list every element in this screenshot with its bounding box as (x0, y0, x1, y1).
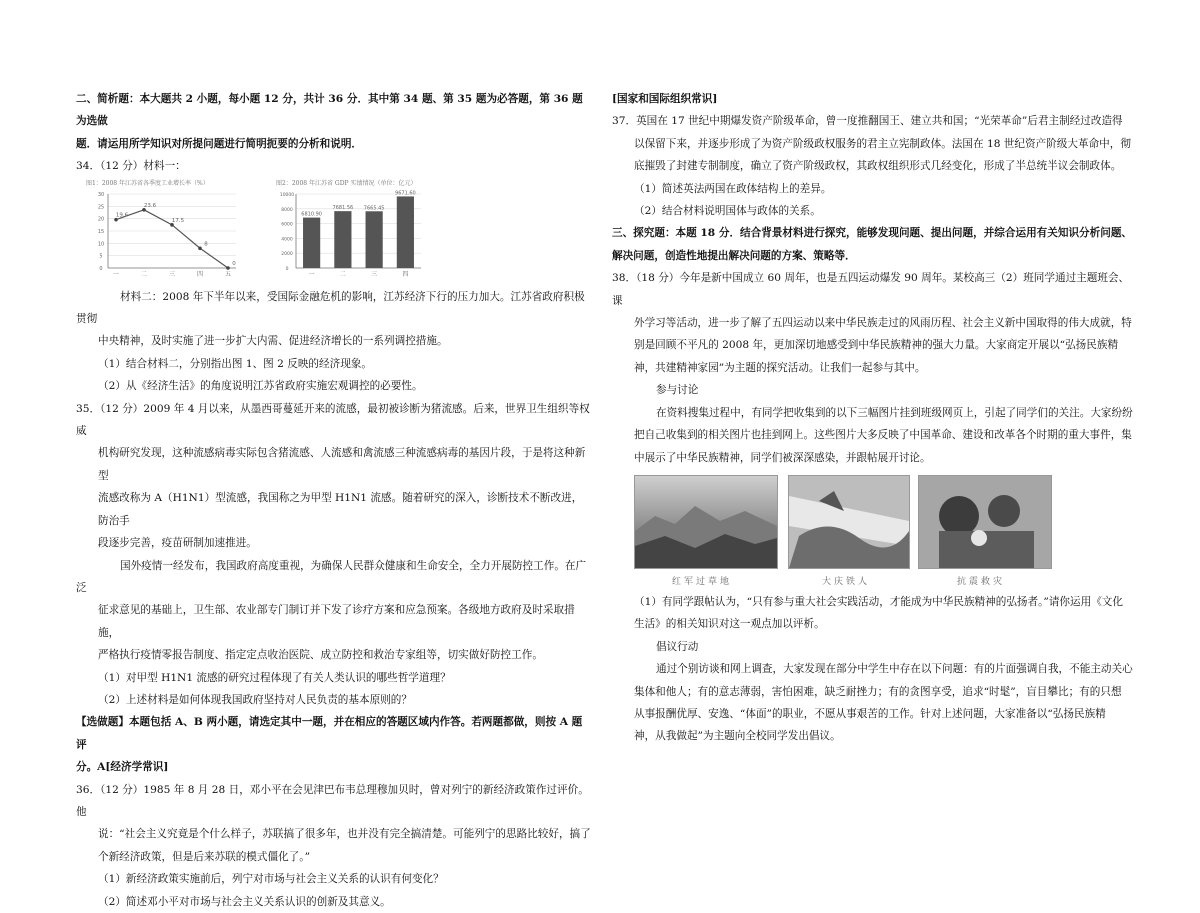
chart2-bar (366, 211, 383, 268)
q35-para2-line1: 国外疫情一经发布，我国政府高度重视，为确保人民群众健康和生命安全，全力开展防控工作。在广泛 (76, 559, 587, 594)
elective-line2: 分。A[经济学常识] (76, 761, 169, 774)
section3-heading-line1: 三、探究题：本题 18 分．结合背景材料进行探究，能够发现问题、提出问题，并综合运用有关知识分析问题、 (612, 227, 1133, 240)
photo-caption-1: 红军过草地 (672, 576, 733, 587)
part2-line1: 通过个别访谈和网上调查，大家发现在部分中学生中存在以下问题：有的片面强调自我，不能主动关心 (656, 663, 1133, 676)
chart1-data-label: 19.6 (115, 212, 129, 219)
chart1-line-chart (86, 180, 246, 280)
chart1-data-label: 17.5 (171, 217, 185, 224)
chart1-y-tick: 20 (97, 216, 105, 223)
q37-subq2: （2）结合材料说明国体与政体的关系。 (634, 205, 821, 218)
chart1-point (198, 246, 202, 250)
q37-subq1: （1）简述英法两国在政体结构上的差异。 (634, 182, 832, 195)
q35-subq2: （2）上述材料是如何体现我国政府坚持对人民负责的基本原则的？ (98, 693, 412, 706)
chart2-y-tick: 4000 (281, 237, 293, 243)
photo-caption-2: 大庆铁人 (822, 576, 871, 587)
part1-line1: 在资料搜集过程中，有同学把收集到的以下三幅图片挂到班级网页上，引起了同学们的关注。大家纷纷 (656, 406, 1133, 419)
q35-para2-line3: 严格执行疫情零报告制度、指定定点收治医院、成立防控和救治专家组等，切实做好防控工作。 (98, 649, 543, 662)
q36-subq2: （2）简述邓小平对市场与社会主义关系认识的创新及其意义。 (98, 895, 391, 908)
q38-subq1-line1: （1）有同学跟帖认为，“只有参与重大社会实践活动，才能成为中华民族精神的弘扬者。”请你运用《文化 (634, 595, 1123, 608)
right-column (612, 88, 1134, 748)
q34-subq1: （1）结合材料二，分别指出图 1、图 2 反映的经济现象。 (98, 357, 372, 370)
chart2-title: 图2：2008 年江苏省 GDP 实绩情况（单位：亿元） (276, 179, 417, 187)
chart2-bar (397, 196, 414, 268)
q36-line2: 说：“社会主义究竟是个什么样子，苏联搞了很多年，也并没有完全搞清楚。可能列宁的思路比较好，搞了 (98, 828, 591, 841)
chart1-y-tick: 0 (99, 265, 103, 272)
q34-subq2: （2）从《经济生活》的角度说明江苏省政府实施宏观调控的必要性。 (98, 380, 423, 393)
chart2-x-tick: 三 (371, 270, 378, 278)
chart1-y-tick: 5 (99, 253, 103, 260)
chart2-y-tick: 10000 (279, 192, 295, 198)
q38-line3: 别是回顾不平凡的 2008 年，更加深切地感受到中华民族精神的强大力量。大家商定开展以“弘扬民族精 (634, 339, 1119, 352)
photo-red-army-grassland (634, 475, 778, 569)
chart2-bar-chart (276, 180, 426, 280)
photo-caption-3: 抗震救灾 (957, 576, 1006, 587)
q38-line2: 外学习等活动，进一步了解了五四运动以来中华民族走过的风雨历程、社会主义新中国取得的伟大成就，特 (634, 317, 1132, 330)
q34-charts (76, 180, 592, 282)
chart1-data-label: 0 (232, 260, 236, 267)
q36-line3: 个新经济政策，但是后来苏联的模式僵化了。” (98, 850, 310, 863)
part2-line4: 神，从我做起”为主题向全校同学发出倡议。 (634, 730, 841, 743)
section2-heading-line2: 题．请运用所学知识对所提问题进行简明扼要的分析和说明． (76, 137, 363, 150)
photo-earthquake-relief (918, 475, 1052, 569)
chart1-title: 图1：2008 年江苏省各季度工业增长率（%） (86, 179, 209, 187)
chart1-data-label: 8 (204, 240, 208, 247)
part2-title: 倡议行动 (656, 640, 699, 653)
chart2-data-label: 7681.56 (332, 204, 354, 211)
chart1-point (226, 266, 230, 270)
elective-b-header: [国家和国际组织常识] (612, 93, 718, 105)
chart1-y-tick: 15 (97, 228, 105, 235)
q37-line1: 37．英国在 17 世纪中期爆发资产阶级革命，曾一度推翻国王、建立共和国；“光荣革命”后君主制经过改造得 (612, 115, 1123, 128)
chart1-y-tick: 30 (97, 191, 105, 198)
chart1-x-tick: 五 (224, 270, 232, 278)
chart2-x-tick: 四 (402, 270, 409, 278)
chart2-y-tick: 0 (285, 266, 289, 272)
q35-line2: 机构研究发现，这种流感病毒实际包含猪流感、人流感和禽流感三种流感病毒的基因片段，于是将这种新型 (98, 447, 586, 482)
part2-line2: 集体和他人；有的意志薄弱，害怕困难，缺乏耐挫力；有的贪图享受，追求“时髦”，盲目攀比；有的只想 (634, 685, 1122, 698)
chart2-x-tick: 一 (308, 270, 315, 278)
chart1-x-tick: 三 (168, 270, 176, 278)
q34-material2-line1: 材料二：2008 年下半年以来，受国际金融危机的影响，江苏经济下行的压力加大。江苏省政府积极贯彻 (76, 290, 585, 326)
chart2-bar (334, 211, 351, 268)
q38-subq1-line2: 生活》的相关知识对这一观点加以评析。 (634, 618, 825, 631)
q35-line3: 流感改称为 A（H1N1）型流感，我国称之为甲型 H1N1 流感。随着研究的深入，诊断技术不断改进，防治手 (98, 492, 583, 527)
q36-line1: 36．（12 分）1985 年 8 月 28 日，邓小平在会见津巴布韦总理穆加贝时，曾对列宁的新经济政策作过评价。他 (76, 783, 589, 818)
left-column (76, 88, 592, 913)
section2-heading-line1: 二、简析题：本大题共 2 小题，每小题 12 分，共计 36 分．其中第 34 题、第 35 题为必答题，第 36 题为选做 (76, 93, 583, 128)
q35-para2-line2: 征求意见的基础上，卫生部、农业部专门制订并下发了诊疗方案和应急预案。各级地方政府及时采取措施， (98, 604, 575, 639)
chart1-panel (86, 180, 246, 280)
q35-subq1: （1）对甲型 H1N1 流感的研究过程体现了有关人类认识的哪些哲学道理？ (98, 671, 451, 684)
chart1-data-label: 23.6 (143, 202, 157, 209)
chart2-data-label: 6810.90 (301, 211, 322, 218)
chart1-x-tick: 四 (196, 270, 204, 278)
q38-photos (612, 475, 1134, 587)
chart2-y-tick: 8000 (281, 207, 293, 213)
part2-line3: 从事报酬优厚、安逸、“体面”的职业，不愿从事艰苦的工作。针对上述问题，大家准备以“弘扬民族精 (634, 707, 1106, 720)
section3-heading-line2: 解决问题，创造性地提出解决问题的方案、策略等． (612, 249, 856, 262)
chart2-data-label: 7665.45 (363, 204, 385, 211)
chart2-y-tick: 2000 (281, 251, 293, 257)
q37-line2: 以保留下来，并逐步形成了为资产阶级政权服务的君主立宪制政体。法国在 18 世纪资产阶级大革命中，彻 (634, 137, 1131, 150)
part1-line2: 把自己收集到的相关图片也挂到网上。这些图片大多反映了中国革命、建设和改革各个时期的重大事件，集 (634, 429, 1132, 442)
chart1-y-tick: 25 (97, 203, 105, 210)
chart1-y-tick: 10 (97, 240, 105, 247)
chart2-bar (303, 217, 320, 267)
q37-line3: 底摧毁了封建专制制度，确立了资产阶级政权，其政权组织形式几经变化，形成了半总统半议会制政体。 (634, 160, 1122, 173)
elective-line1: 【选做题】本题包括 A、B 两小题，请选定其中一题，并在相应的答题区域内作答。若两题都做，则按 A 题评 (76, 716, 583, 751)
part1-title: 参与讨论 (656, 384, 699, 397)
chart2-data-label: 9671.60 (395, 190, 416, 197)
chart2-x-tick: 二 (339, 270, 346, 278)
q36-subq1: （1）新经济政策实施前后，列宁对市场与社会主义关系的认识有何变化？ (98, 873, 444, 886)
q38-line4: 神，共建精神家园”为主题的探究活动。让我们一起参与其中。 (634, 361, 926, 374)
photo-daqing-iron-man (788, 475, 910, 569)
chart2-y-tick: 6000 (281, 222, 293, 228)
chart2-panel (276, 180, 426, 280)
q35-line4: 段逐步完善，疫苗研制加速推进。 (98, 537, 257, 550)
q38-line1: 38．（18 分）今年是新中国成立 60 周年，也是五四运动爆发 90 周年。某校高三（2）班同学通过主题班会、课 (612, 272, 1130, 307)
q34-header: 34．（12 分）材料一： (76, 160, 186, 173)
chart1-x-tick: 二 (140, 270, 148, 278)
q35-line1: 35．（12 分）2009 年 4 月以来，从墨西哥蔓延开来的流感，最初被诊断为猪流感。后来，世界卫生组织等权威 (76, 402, 590, 438)
part1-line3: 中展示了中华民族精神，同学们被深深感染，并跟帖展开讨论。 (634, 451, 931, 464)
q34-material2-line2: 中央精神，及时实施了进一步扩大内需、促进经济增长的一系列调控措施。 (98, 335, 448, 348)
chart1-x-tick: 一 (112, 270, 120, 278)
